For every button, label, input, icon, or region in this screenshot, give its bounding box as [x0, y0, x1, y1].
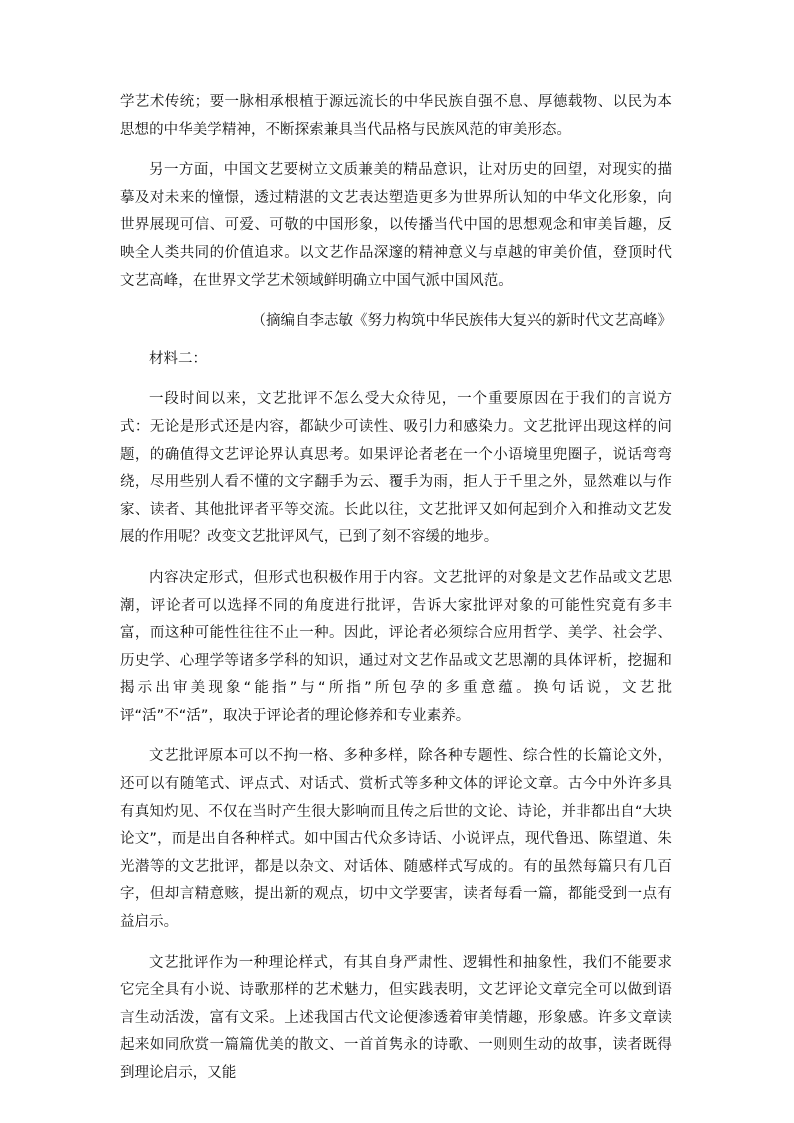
- material-paragraph-3: 文艺批评原本可以不拘一格、多种多样，除各种专题性、综合性的长篇论文外，还可以有随笔式、评点式、对话式、赏析式等多种文体的评论文章。古今中外许多具有真知灼见、不仅在当时产生很大影响而且传之后世的文论、诗论，并非都出自“大块论文”，而是出自各种样式。如中国古代众多诗话、小说评点，现代鲁迅、陈望道、朱光潜等的文艺批评，都是以杂文、对话体、随感样式写成的。有的虽然每篇只有几百字，但却言精意赅，提出新的观点，切中文学要害，读者每看一篇，都能受到一点有益启示。: [120, 748, 672, 931]
- material-paragraph-2: 内容决定形式，但形式也积极作用于内容。文艺批评的对象是文艺作品或文艺思潮，评论者可以选择不同的角度进行批评，告诉大家批评对象的可能性究竟有多丰富，而这种可能性往往不止一种。因此，评论者必须综合应用哲学、美学、社会学、历史学、心理学等诸多学科的知识，通过对文艺作品或文艺思潮的具体评析，挖掘和揭示出审美现象“能指”与“所指”所包孕的多重意蕴。换句话说，文艺批评“活”不“活”，取决于评论者的理论修养和专业素养。: [120, 569, 672, 724]
- document-page: [120, 89, 672, 1101]
- material-two-label: 材料二：: [149, 350, 207, 367]
- material-paragraph-4: 文艺批评作为一种理论样式，有其自身严肃性、逻辑性和抽象性，我们不能要求它完全具有小说、诗歌那样的艺术魅力，但实践表明，文艺评论文章完全可以做到语言生动活泼，富有文采。上述我国古代文论便渗透着审美情趣，形象感。许多文章读起来如同欣赏一篇篇优美的散文、一首首隽永的诗歌、一则则生动的故事，读者既得到理论启示，又能: [120, 954, 672, 1081]
- source-citation: （摘编自李志敏《努力构筑中华民族伟大复兴的新时代文艺高峰》: [251, 313, 672, 330]
- paragraph-other-aspect: 另一方面，中国文艺要树立文质兼美的精品意识，让对历史的回望，对现实的描摹及对未来的憧憬，透过精湛的文艺表达塑造更多为世界所认知的中华文化形象，向世界展现可信、可爱、可敬的中国形象，以传播当代中国的思想观念和审美旨趣，反映全人类共同的价值追求。以文艺作品深邃的精神意义与卓越的审美价值，登顶时代文艺高峰，在世界文学艺术领域鲜明确立中国气派中国风范。: [120, 162, 672, 289]
- material-paragraph-1: 一段时间以来，文艺批评不怎么受大众待见，一个重要原因在于我们的言说方式：无论是形式还是内容，都缺少可读性、吸引力和感染力。文艺批评出现这样的问题，的确值得文艺评论界认真思考。如果评论者老在一个小语境里兜圈子，说话弯弯绕，尽用些别人看不懂的文字翻手为云、覆手为雨，拒人于千里之外，显然难以与作家、读者、其他批评者平等交流。长此以往，文艺批评又如何起到介入和推动文艺发展的作用呢？改变文艺批评风气，已到了刻不容缓的地步。: [120, 391, 672, 546]
- paragraph-continuation: 学艺术传统；要一脉相承根植于源远流长的中华民族自强不息、厚德载物、以民为本思想的中华美学精神，不断探索兼具当代品格与民族风范的审美形态。: [120, 94, 672, 138]
